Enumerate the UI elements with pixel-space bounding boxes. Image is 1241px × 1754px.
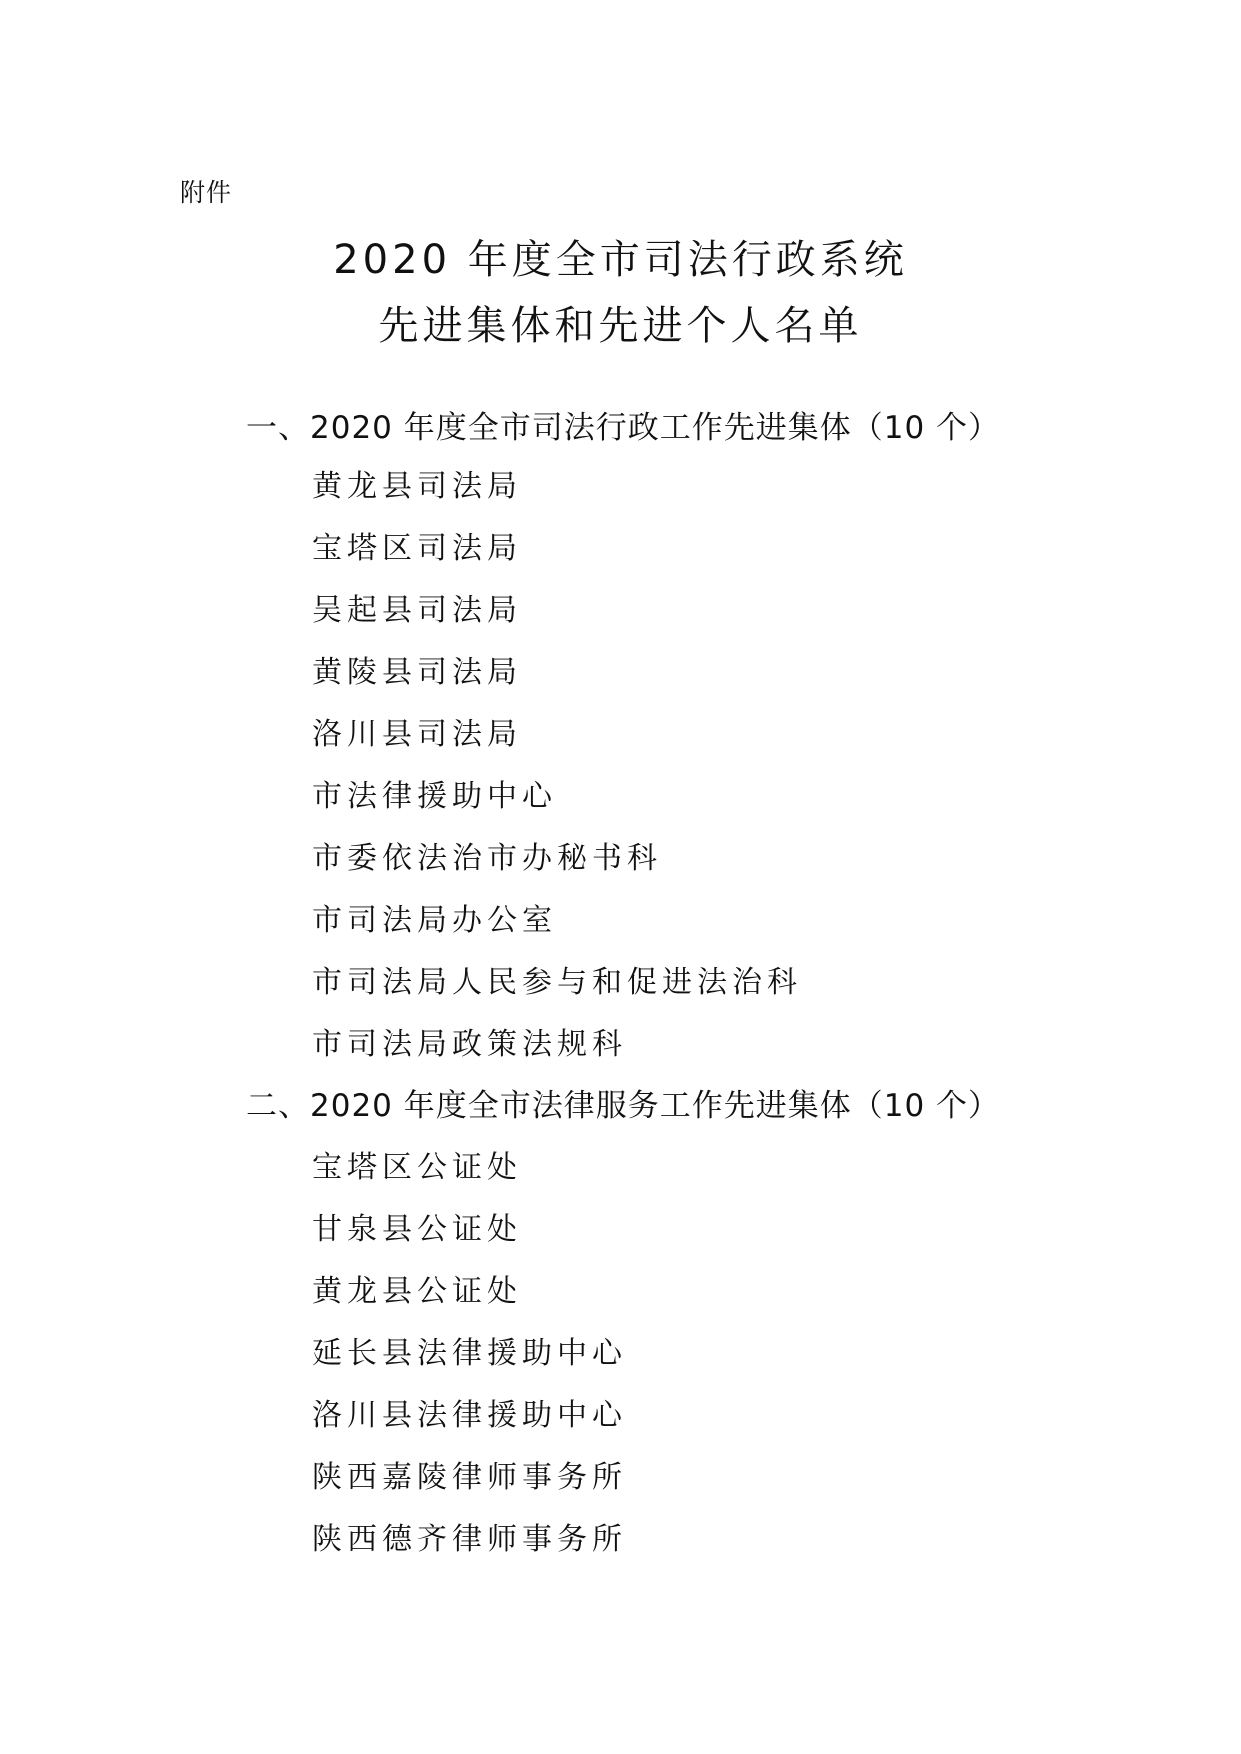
list-item: 陕西德齐律师事务所: [312, 1522, 627, 1557]
list-item: 黄龙县公证处: [312, 1274, 522, 1309]
list-item: 洛川县司法局: [312, 717, 522, 752]
list-item: 洛川县法律援助中心: [312, 1398, 627, 1433]
document-title-line-2: 先进集体和先进个人名单: [378, 303, 863, 349]
list-item: 市司法局政策法规科: [312, 1027, 627, 1062]
list-item: 黄龙县司法局: [312, 469, 522, 504]
list-item: 陕西嘉陵律师事务所: [312, 1460, 627, 1495]
list-item: 吴起县司法局: [312, 593, 522, 628]
section-heading-1: 一、2020 年度全市司法行政工作先进集体（10 个）: [246, 410, 1001, 446]
document-title-line-1: 2020 年度全市司法行政系统: [333, 237, 908, 283]
section-heading-2: 二、2020 年度全市法律服务工作先进集体（10 个）: [246, 1088, 1001, 1124]
list-item: 市法律援助中心: [312, 779, 557, 814]
list-item: 宝塔区公证处: [312, 1150, 522, 1185]
list-item: 市委依法治市办秘书科: [312, 841, 662, 876]
list-item: 黄陵县司法局: [312, 655, 522, 690]
list-item: 市司法局办公室: [312, 903, 557, 938]
list-item: 延长县法律援助中心: [312, 1336, 627, 1371]
list-item: 甘泉县公证处: [312, 1212, 522, 1247]
list-item: 宝塔区司法局: [312, 531, 522, 566]
list-item: 市司法局人民参与和促进法治科: [312, 965, 802, 1000]
attachment-label: 附件: [180, 178, 233, 207]
